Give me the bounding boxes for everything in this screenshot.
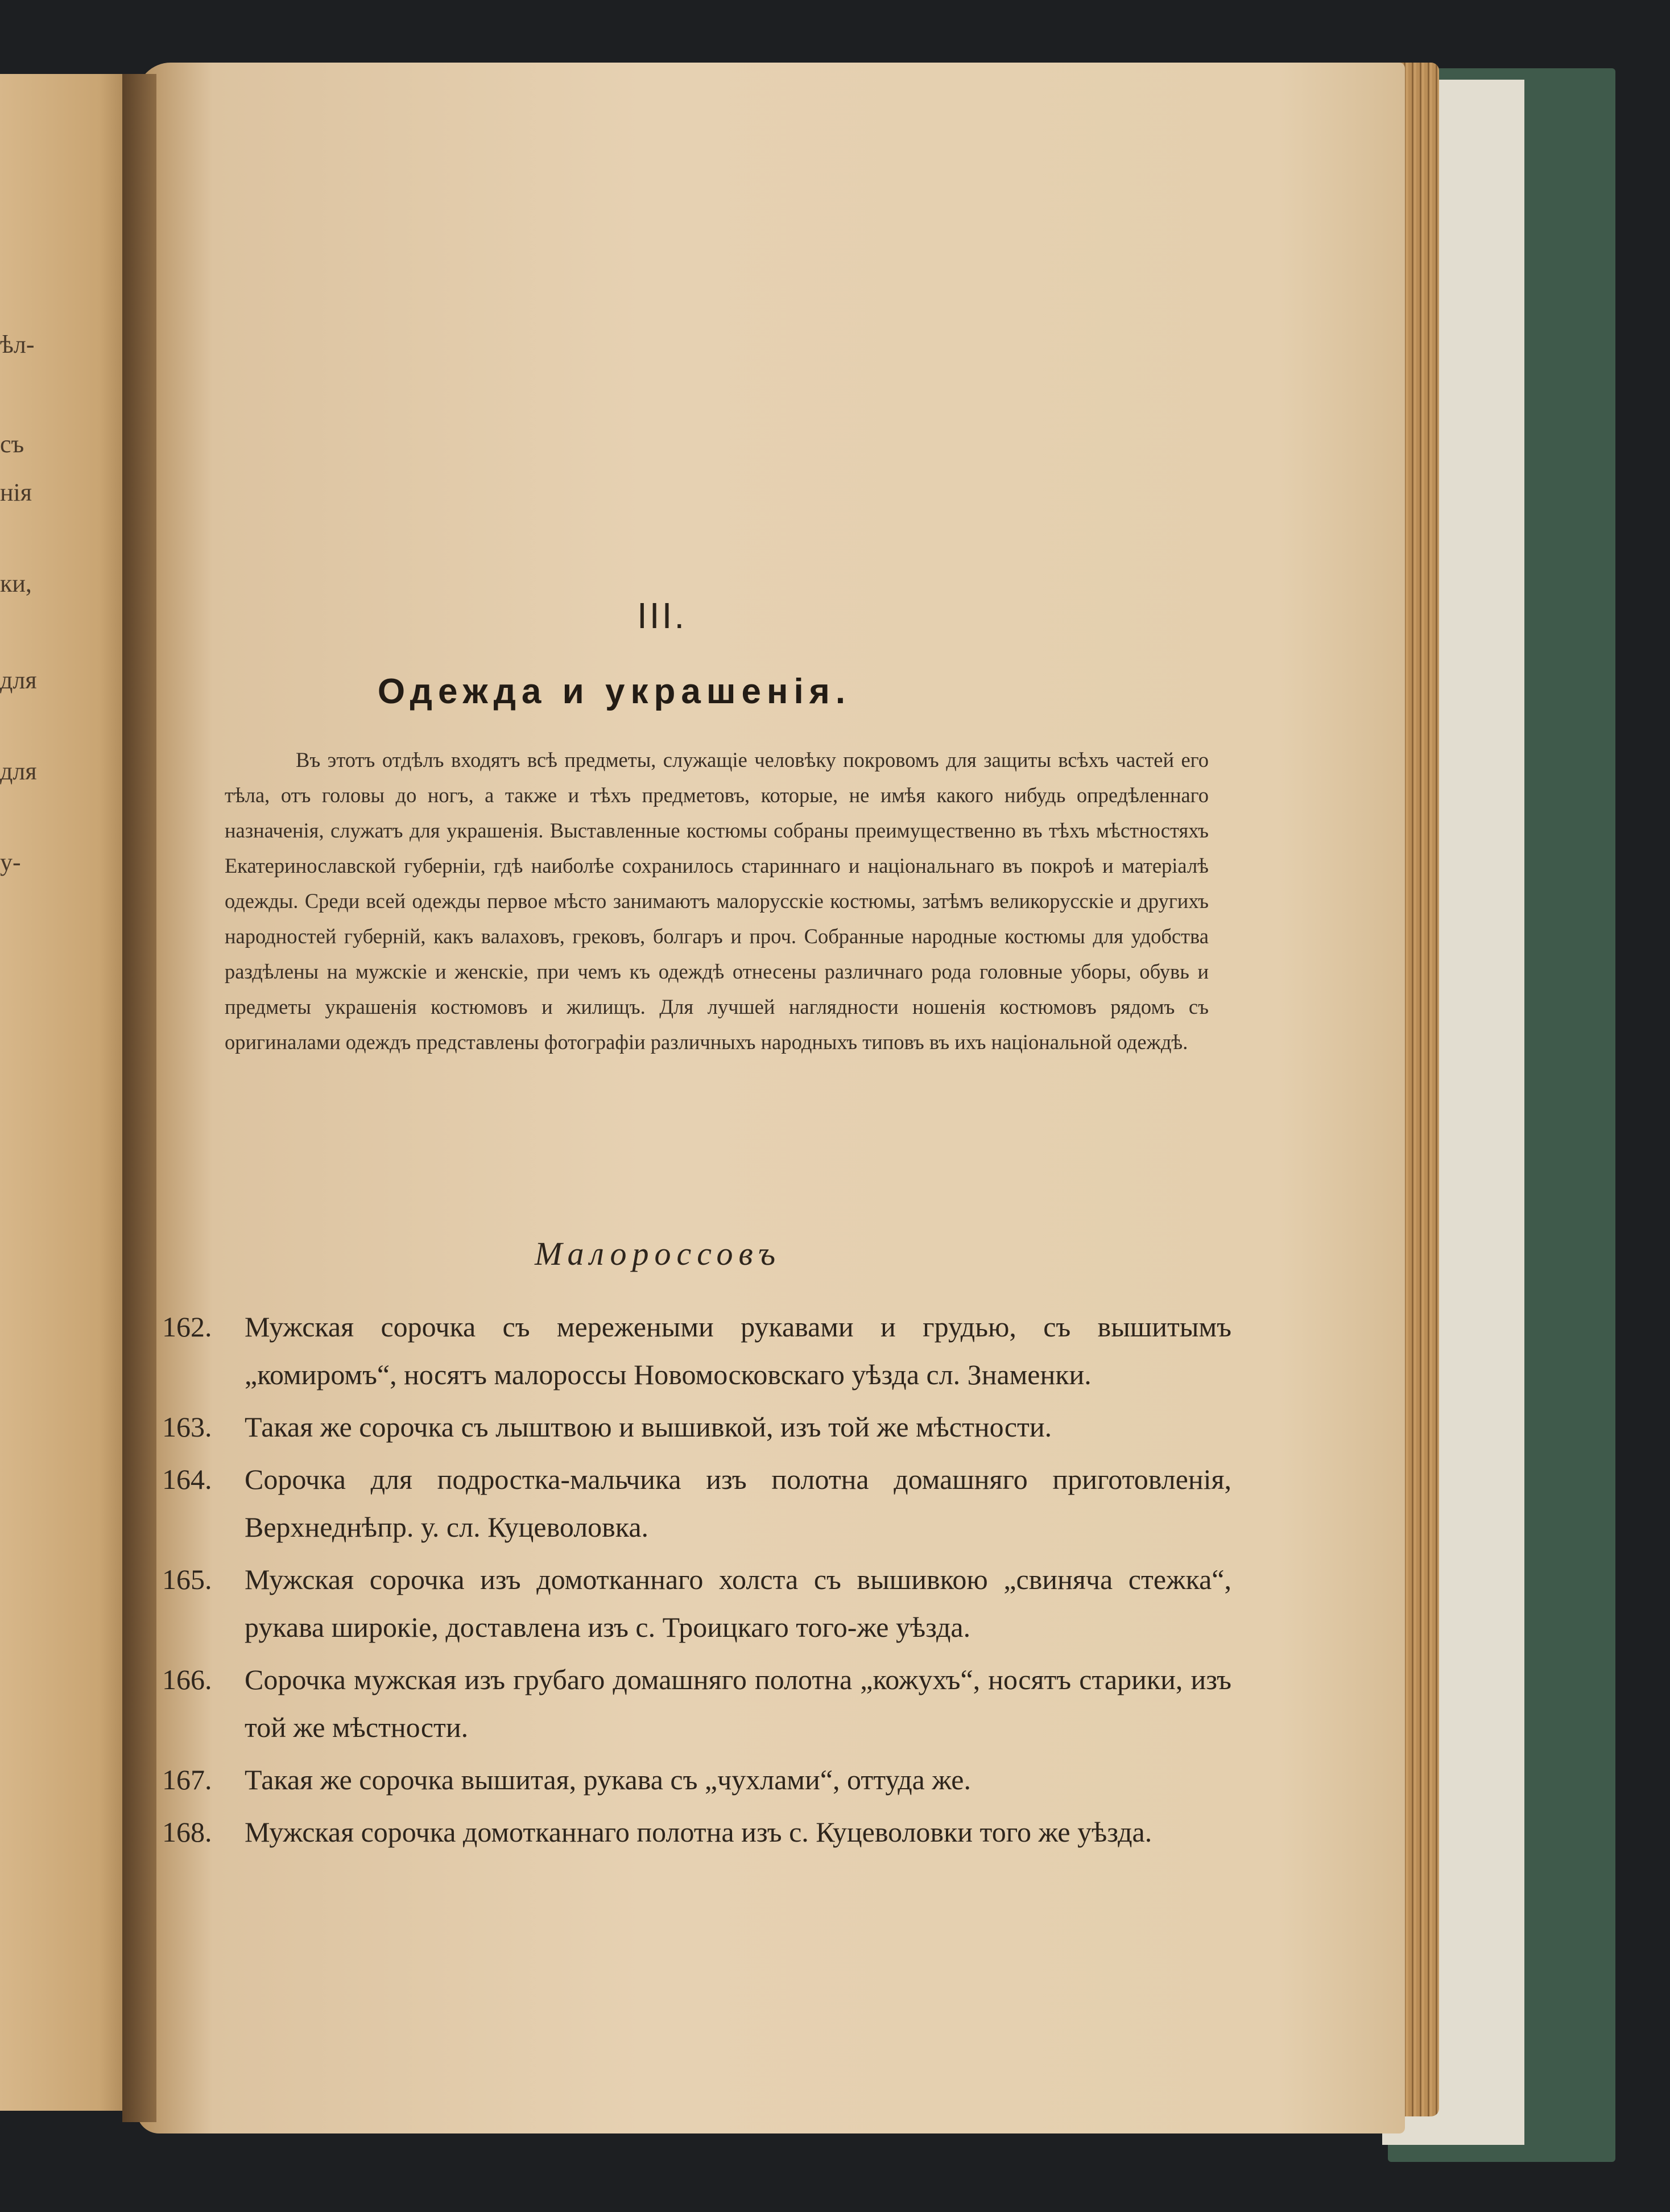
catalog-item [162, 1555, 1231, 1651]
left-page-fragment: съ [0, 430, 24, 458]
subheading: Малороссовъ [535, 1235, 782, 1272]
item-number: 165. [162, 1563, 212, 1595]
book-gutter [122, 74, 156, 2122]
left-page-fragment: для [0, 757, 37, 785]
item-text: Такая же сорочка съ лыштвою и вышивкой, изъ той же мѣстности. [245, 1411, 1052, 1443]
catalog-list [162, 1303, 1231, 1860]
catalog-item [162, 1656, 1231, 1751]
item-text: Сорочка для подростка-мальчика изъ полотна домашняго приготовленія, Верхнеднѣпр. у. сл. Куцеволовка. [245, 1463, 1231, 1543]
item-number: 164. [162, 1463, 212, 1495]
catalog-item [162, 1756, 1231, 1804]
left-page-fragment: ѣл- [0, 331, 35, 358]
intro-paragraph: Въ этотъ отдѣлъ входятъ всѣ предметы, служащіе человѣку покровомъ для защиты всѣхъ частей его тѣла, отъ головы до ногъ, а также и тѣхъ предметовъ, которые, не имѣя какого нибудь опредѣленнаго назначенія, служатъ для украшенія. Выставленные костюмы собраны преимущественно въ тѣхъ мѣстностяхъ Екатеринославской губерніи, гдѣ наиболѣе сохранилось стариннаго и національнаго въ покроѣ и матеріалѣ одежды. Среди всей одежды первое мѣсто занимаютъ малорусскіе костюмы, затѣмъ великорусскіе и другихъ народностей губерній, какъ валаховъ, грековъ, болгаръ и проч. Собранные народные костюмы для удобства раздѣлены на мужскіе и женскіе, при чемъ къ одеждѣ отнесены различнаго рода головные уборы, обувь и предметы украшенія костюмовъ и жилищъ. Для лучшей наглядности ношенія костюмовъ рядомъ съ оригиналами одеждъ представлены фотографіи различныхъ народныхъ типовъ въ ихъ національной одеждѣ. [225, 748, 1209, 1054]
item-text: Мужская сорочка домотканнаго полотна изъ с. Куцеволовки того же уѣзда. [245, 1816, 1152, 1848]
item-text: Мужская сорочка съ мережеными рукавами и грудью, съ вышитымъ „комиромъ“, носятъ малороссы Новомосковскаго уѣзда сл. Знаменки. [245, 1311, 1231, 1390]
item-number: 163. [162, 1411, 212, 1443]
item-number: 166. [162, 1664, 212, 1695]
left-page-fragment: нія [0, 478, 32, 506]
catalog-item [162, 1303, 1231, 1398]
item-number: 168. [162, 1816, 212, 1848]
left-page [0, 74, 142, 2111]
catalog-item [162, 1455, 1231, 1551]
item-text: Мужская сорочка изъ домотканнаго холста съ вышивкою „свиняча стежка“, рукава широкіе, доставлена изъ с. Троицкаго того-же уѣзда. [245, 1563, 1231, 1643]
item-number: 167. [162, 1764, 212, 1796]
left-page-fragment: для [0, 666, 37, 694]
section-title: Одежда и украшенія. [377, 672, 851, 711]
section-number: III. [637, 595, 687, 636]
item-number: 162. [162, 1311, 212, 1343]
catalog-item [162, 1808, 1231, 1856]
left-page-fragment: у- [0, 848, 21, 876]
item-text: Сорочка мужская изъ грубаго домашняго полотна „кожухъ“, носятъ старики, изъ той же мѣстности. [245, 1664, 1231, 1743]
item-text: Такая же сорочка вышитая, рукава съ „чухлами“, оттуда же. [245, 1764, 971, 1796]
catalog-item [162, 1403, 1231, 1451]
left-page-fragment: ки, [0, 569, 32, 597]
